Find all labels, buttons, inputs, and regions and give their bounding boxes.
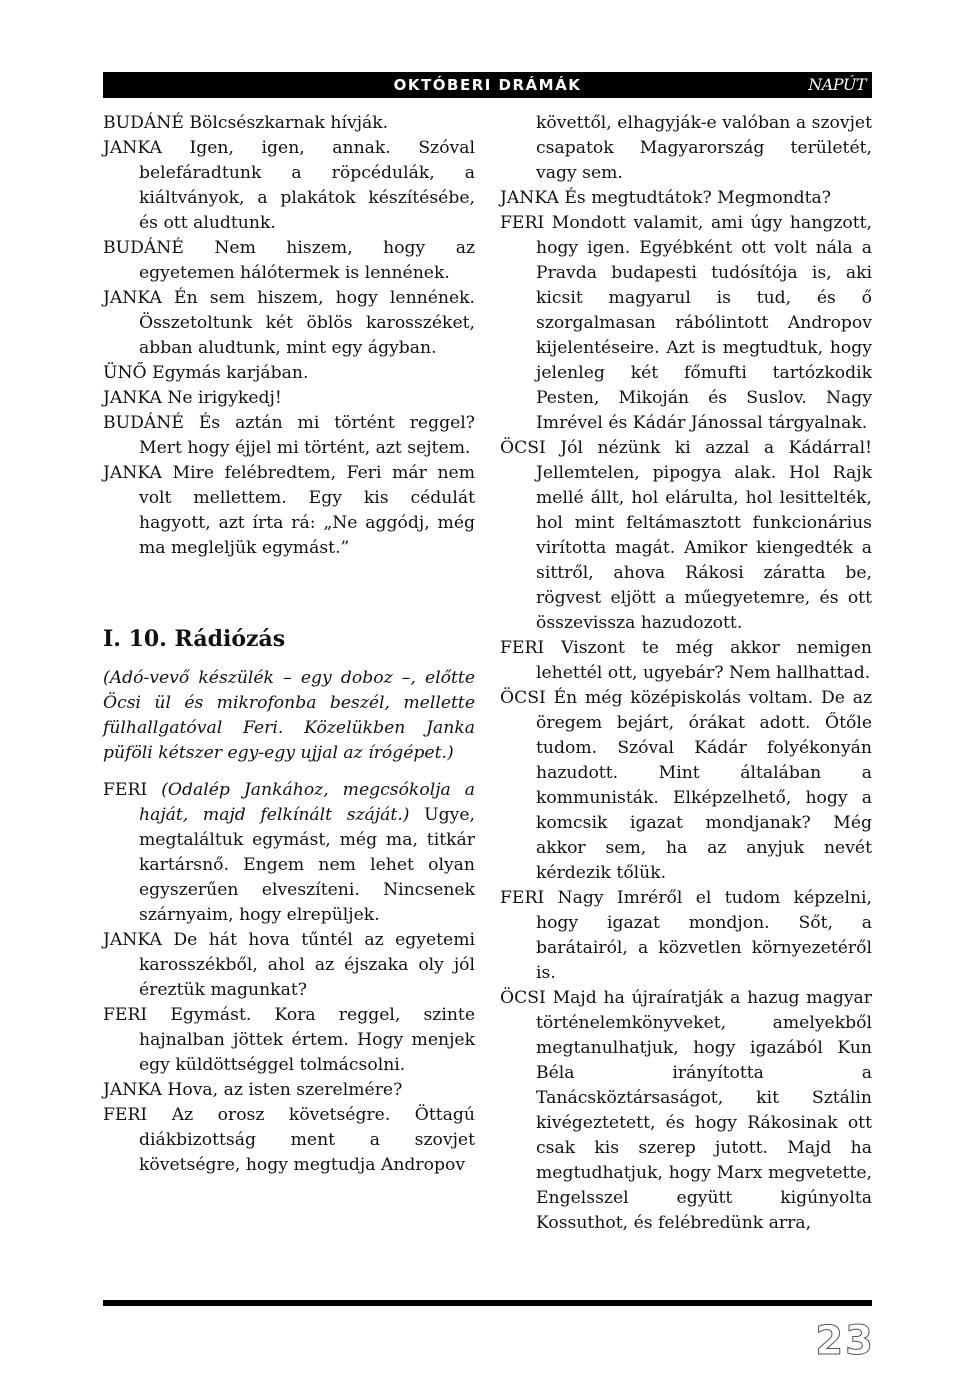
speaker-name: BUDÁNÉ — [103, 113, 184, 133]
dialogue-text: Egymást. Kora reggel, szinte hajnalban jöttek értem. Hogy menjek egy küldöttséggel tolmácsolni. — [139, 1005, 475, 1075]
left-column — [103, 111, 475, 1178]
dialogue-line — [103, 361, 475, 386]
dialogue-line — [500, 686, 872, 886]
dialogue-line — [103, 411, 475, 461]
dialogue-line — [103, 286, 475, 361]
dialogue-text: Bölcsészkarnak hívják. — [189, 113, 389, 133]
dialogue-text: Ugye, megtaláltuk egymást, még ma, titkár kartársnő. Engem nem lehet olyan egyszerűen elveszíteni. Nincsenek szárnyaim, hogy elrepüljek. — [139, 805, 476, 925]
dialogue-line — [500, 436, 872, 636]
dialogue-text: Ne irigykedj! — [167, 388, 282, 408]
right-column — [500, 111, 872, 1236]
speaker-name: FERI — [103, 1105, 148, 1125]
header-title: OKTÓBERI DRÁMÁK — [393, 76, 582, 94]
dialogue-line — [500, 211, 872, 436]
speaker-name: BUDÁNÉ — [103, 238, 184, 258]
speaker-name: FERI — [103, 1005, 148, 1025]
speaker-name: JANKA — [500, 188, 559, 208]
dialogue-text: Én még középiskolás voltam. De az öregem bejárt, órákat adott. Őtőle tudom. Szóval Kádár folyékonyán hazudott. Mint általában a kommunisták. Elképzelhető, hogy a komcsik igazat mondjanak? Még akkor sem, ha az anyjuk nevét kérdezik tőlük. — [536, 688, 873, 883]
footer-rule — [103, 1300, 872, 1306]
dialogue-line — [500, 986, 872, 1236]
dialogue-text: Én sem hiszem, hogy lennének. Összetoltunk két öblös karosszéket, abban aludtunk, mint egy ágyban. — [139, 288, 475, 358]
stage-direction: (Odalép Jankához, megcsókolja a haját, majd felkínált száját.) — [139, 780, 475, 825]
speaker-name: JANKA — [103, 388, 162, 408]
dialogue-line — [103, 386, 475, 411]
dialogue-line — [103, 111, 475, 136]
dialogue-text: Az orosz követségre. Öttagú diákbizottság ment a szovjet követségre, hogy megtudja Andropov — [139, 1105, 475, 1175]
speaker-name: FERI — [500, 638, 545, 658]
speaker-name: JANKA — [103, 930, 162, 950]
dialogue-text: Jól nézünk ki azzal a Kádárral! Jellemtelen, pipogya alak. Hol Rajk mellé állt, hol elárulta, hol lesittelték, hol mint feltámasztott funkcionárius virította magát. Amikor kiengedték a sittről, ahova Rákosi záratta be, rögvest eljött a műegyetemre, és ott összevissza hazudozott. — [536, 438, 872, 633]
speaker-name: BUDÁNÉ — [103, 413, 184, 433]
dialogue-line — [500, 636, 872, 686]
dialogue-text: Hova, az isten szerelmére? — [167, 1080, 403, 1100]
dialogue-text: Nagy Imréről el tudom képzelni, hogy igazat mondjon. Sőt, a barátairól, a közvetlen környezetéről is. — [536, 888, 872, 983]
scene-stage-direction: (Adó-vevő készülék – egy doboz –, előtte Öcsi ül és mikrofonba beszél, mellette fülhallgatóval Feri. Közelükben Janka püföli kétszer egy-egy ujjal az írógépet.) — [103, 668, 475, 763]
speaker-name: FERI — [103, 780, 148, 800]
dialogue-line — [103, 136, 475, 236]
dialogue-line — [103, 1003, 475, 1078]
dialogue-line — [500, 186, 872, 211]
dialogue-text: Mire felébredtem, Feri már nem volt mellettem. Egy kis cédulát hagyott, azt írta rá: „Ne aggódj, még ma megleljük egymást.” — [139, 463, 475, 558]
page-number: 23 — [815, 1318, 875, 1364]
dialogue-text: És megtudtátok? Megmondta? — [564, 188, 832, 208]
speaker-name: JANKA — [103, 1080, 162, 1100]
dialogue-text: Mondott valamit, ami úgy hangzott, hogy igen. Egyébként ott volt nála a Pravda budapesti tudósítója is, aki kicsit magyarul is tud, és ő szorgalmasan rábólintott Andropov kijelentéseire. Azt is megtudtuk, hogy jelenleg két főmufti tartózkodik Pesten, Mikoján és Suslov. Nagy Imrével és Kádár Jánossal tárgyalnak. — [536, 213, 872, 433]
speaker-name: ÜNŐ — [103, 363, 147, 383]
speaker-name: ÖCSI — [500, 688, 546, 708]
speaker-name: ÖCSI — [500, 988, 546, 1008]
speaker-name: FERI — [500, 213, 545, 233]
dialogue-continuation: követtől, elhagyják-e valóban a szovjet csapatok Magyarország területét, vagy sem. — [536, 113, 872, 183]
speaker-name: JANKA — [103, 138, 162, 158]
speaker-name: JANKA — [103, 463, 162, 483]
dialogue-line — [103, 236, 475, 286]
dialogue-line — [103, 928, 475, 1003]
dialogue-line — [500, 886, 872, 986]
speaker-name: FERI — [500, 888, 545, 908]
dialogue-text: De hát hova tűntél az egyetemi karosszékből, ahol az éjszaka oly jól éreztük magunkat? — [139, 930, 475, 1000]
dialogue-line — [103, 1078, 475, 1103]
dialogue-text: Egymás karjában. — [152, 363, 309, 383]
dialogue-line — [103, 1103, 475, 1178]
speaker-name: ÖCSI — [500, 438, 546, 458]
dialogue-text: És aztán mi történt reggel? Mert hogy éjjel mi történt, azt sejtem. — [139, 413, 475, 458]
dialogue-line — [103, 461, 475, 561]
running-header — [103, 72, 872, 98]
dialogue-text: Nem hiszem, hogy az egyetemen hálótermek is lennének. — [139, 238, 475, 283]
dialogue-text: Majd ha újraíratják a hazug magyar történelemkönyveket, amelyekből megtanulhatjuk, hogy igazából Kun Béla irányította a Tanácsköztársaságot, kit Sztálin kivégeztetett, és hogy Rákosinak ott csak kis szerep jutott. Majd ha megtudhatjuk, hogy Marx megvetette, Engelsszel együtt kigúnyolta Kossuthot, és felébredünk arra, — [536, 988, 872, 1233]
speaker-name: JANKA — [103, 288, 162, 308]
dialogue-text: Viszont te még akkor nemigen lehettél ott, ugyebár? Nem hallhattad. — [536, 638, 872, 683]
dialogue-line — [103, 778, 475, 928]
napur-logo: NAPÚT — [808, 75, 866, 94]
scene-heading: I. 10. Rádiózás — [103, 626, 286, 652]
dialogue-text: Igen, igen, annak. Szóval belefáradtunk a röpcédulák, a kiáltványok, a plakátok készítésébe, és ott aludtunk. — [139, 138, 475, 233]
